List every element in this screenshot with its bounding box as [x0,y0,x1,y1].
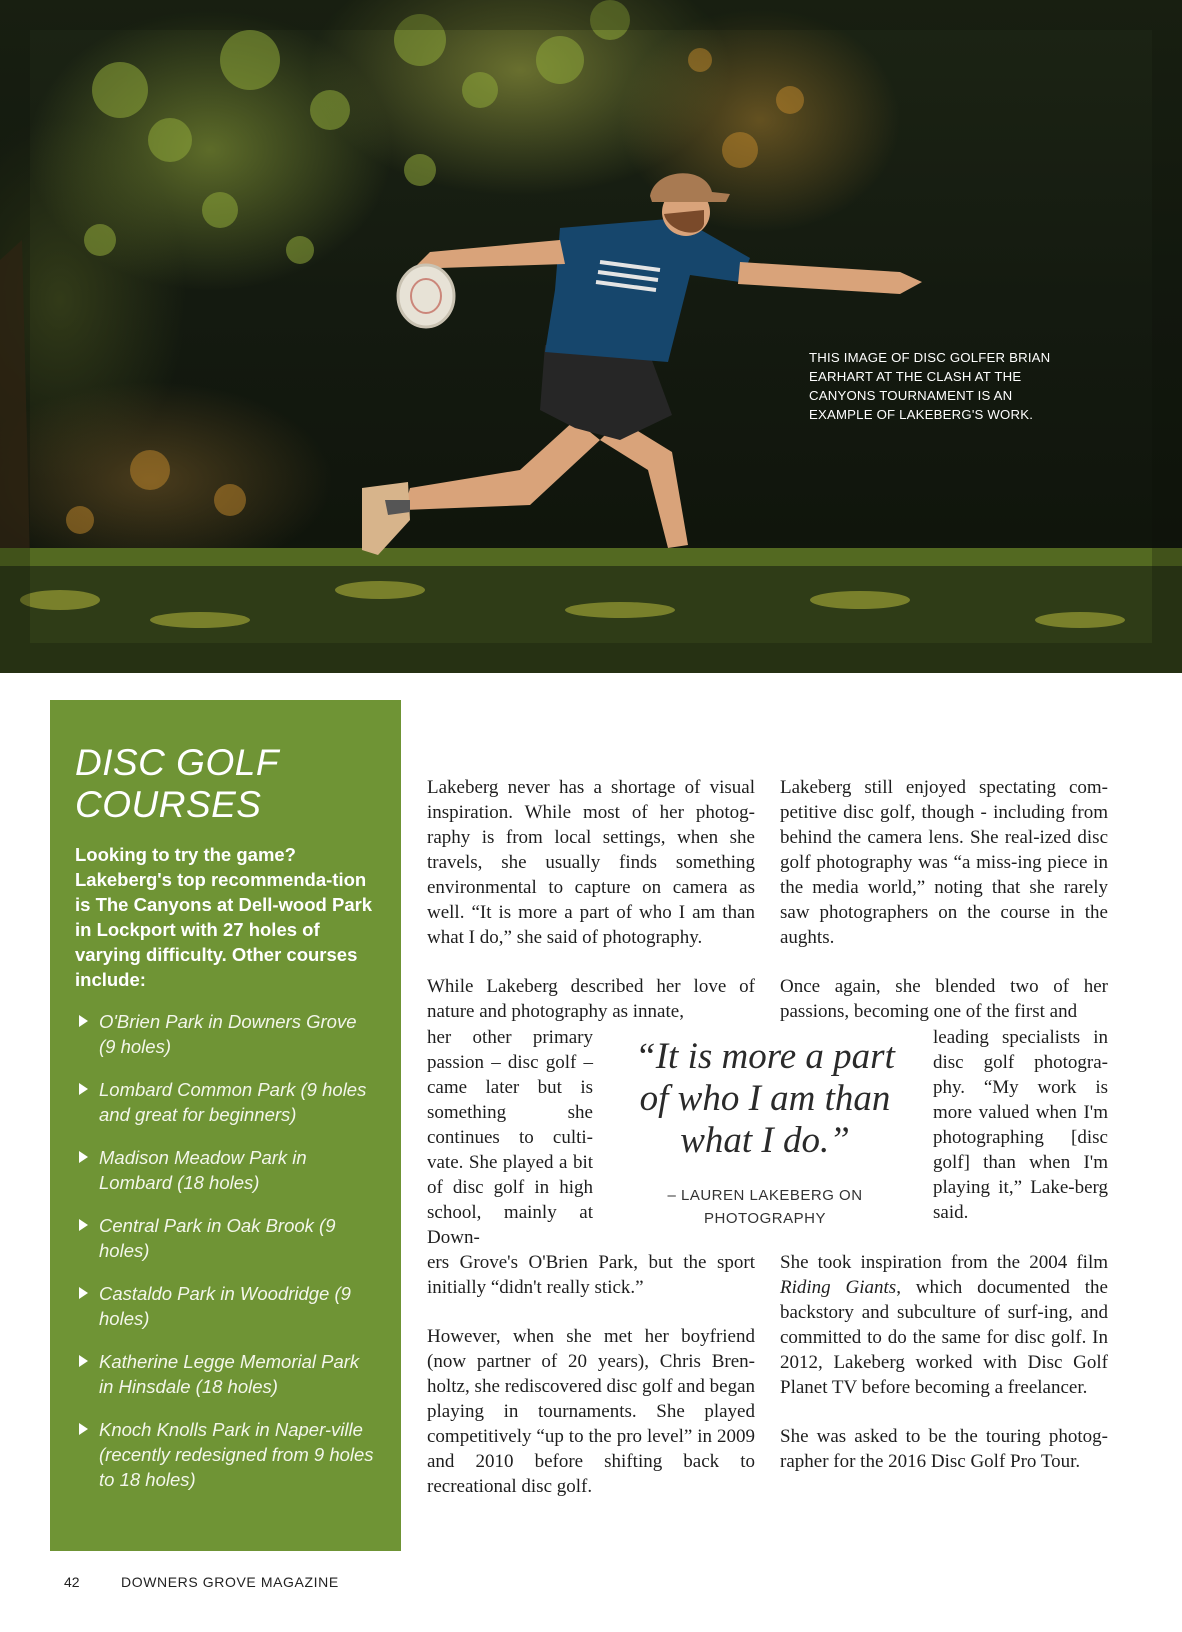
magazine-name: DOWNERS GROVE MAGAZINE [121,1574,339,1590]
disc-golfer-illustration [0,0,1182,673]
article-paragraph: Lakeberg still enjoyed spectating com-petitive disc golf, though - including from behind the camera lens. She real-ized disc golf photography was “a miss-ing piece in the media world,” noting that she rarely saw photographers on the course in the aughts. [780,777,1108,948]
page-number: 42 [64,1574,80,1590]
article-paragraph: She was asked to be the touring photog-rapher for the 2016 Disc Golf Pro Tour. [780,1426,1108,1472]
film-sentence-start: She took inspiration from the 2004 film [780,1252,1108,1273]
article-paragraph: However, when she met her boyfriend (now partner of 20 years), Chris Bren-holtz, she rediscovered disc golf and began playing in tournaments. She played competitively “up to the pro level” in 2009 and 2010 before shifting back to recreational disc golf. [427,1326,755,1497]
article-column-2-narrow [933,1025,1108,1225]
pull-quote [620,1036,910,1230]
triangle-bullet-icon [79,1219,88,1231]
attribution-line1: – LAUREN LAKEBERG ON [667,1187,863,1204]
article-column-2-top [780,775,1108,1024]
sidebar-intro: Looking to try the game? Lakeberg's top recommenda-tion is The Canyons at Dell-wood Park in Lockport with 27 holes of varying difficulty. Other courses include: [75,844,373,990]
course-item [75,1145,377,1195]
course-item [75,1417,377,1492]
article-column-2-bottom [780,1250,1108,1498]
triangle-bullet-icon [79,1423,88,1435]
pull-quote-text: “It is more a part of who I am than what I do.” [635,1036,895,1161]
course-text: Katherine Legge Memorial Park in Hinsdale (18 holes) [99,1351,360,1397]
article-paragraph: ers Grove's O'Brien Park, but the sport initially “didn't really stick.” [427,1252,755,1298]
article-paragraph: Once again, she blended two of her passions, becoming one of the first and [780,976,1108,1022]
attribution-line2: PHOTOGRAPHY [704,1210,826,1227]
film-sentence-end: , which documented the backstory and subculture of surf-ing, and committed to do the same for disc golf. In 2012, Lakeberg worked with Disc Golf Planet TV before becoming a freelancer. [780,1277,1108,1398]
course-item [75,1349,377,1399]
article-column-1-bottom [427,1250,755,1523]
article-paragraph [780,1250,1108,1400]
course-item [75,1009,377,1059]
article-column-1-top [427,775,755,1024]
pull-quote-attribution [620,1184,910,1230]
triangle-bullet-icon [79,1015,88,1027]
course-list [75,1009,377,1492]
course-text: Knoch Knolls Park in Naper-ville (recently redesigned from 9 holes to 18 holes) [99,1419,374,1490]
sidebar-title [75,742,377,826]
hero-photo [0,0,1182,673]
disc-golf-courses-sidebar [50,700,401,1551]
course-text: O'Brien Park in Downers Grove (9 holes) [99,1011,357,1057]
photo-caption: THIS IMAGE OF DISC GOLFER BRIAN EARHART AT THE CLASH AT THE CANYONS TOURNAMENT IS AN EXAMPLE OF LAKEBERG'S WORK. [809,350,1051,422]
article-paragraph: Lakeberg never has a shortage of visual inspiration. While most of her photog-raphy is from local settings, when she travels, she usually finds something environmental to capture on camera as well. “It is more a part of who I am than what I do,” she said of photography. [427,777,755,948]
course-text: Lombard Common Park (9 holes and great for beginners) [99,1079,367,1125]
course-text: Central Park in Oak Brook (9 holes) [99,1215,336,1261]
course-text: Castaldo Park in Woodridge (9 holes) [99,1283,351,1329]
course-item [75,1077,377,1127]
article-paragraph-wrap: leading specialists in disc golf photogra-phy. “My work is more valued when I'm photographing [disc golf] than when I'm playing it,” Lake-berg said. [933,1027,1108,1223]
course-item [75,1213,377,1263]
course-item [75,1281,377,1331]
article-paragraph-wrap: her other primary passion – disc golf – came later but is something she continues to culti-vate. She played a bit of disc golf in high school, mainly at Down- [427,1027,593,1248]
course-text: Madison Meadow Park in Lombard (18 holes) [99,1147,307,1193]
article-paragraph: While Lakeberg described her love of nature and photography as innate, [427,976,755,1022]
film-title: Riding Giants [780,1277,897,1298]
triangle-bullet-icon [79,1083,88,1095]
sidebar-title-line1: DISC GOLF [75,742,279,783]
triangle-bullet-icon [79,1355,88,1367]
triangle-bullet-icon [79,1151,88,1163]
triangle-bullet-icon [79,1287,88,1299]
article-column-1-narrow [427,1025,593,1250]
sidebar-title-line2: COURSES [75,784,262,825]
